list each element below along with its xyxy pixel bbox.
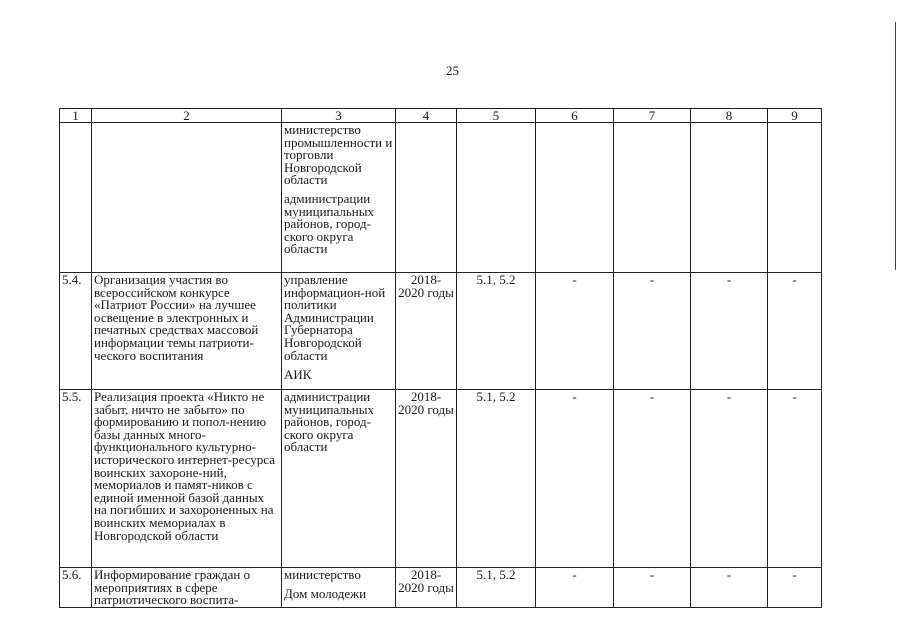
table-cell xyxy=(92,123,282,273)
value-cell: - xyxy=(536,390,614,568)
value-cell: - xyxy=(614,390,691,568)
row-number: 5.5. xyxy=(60,390,92,568)
value-cell: - xyxy=(614,273,691,390)
period-cell: 2018-2020 годы xyxy=(396,273,457,390)
value-cell: - xyxy=(691,568,768,608)
row-number: 5.4. xyxy=(60,273,92,390)
table-row xyxy=(60,568,822,608)
table-cell xyxy=(691,123,768,273)
targets-cell: 5.1, 5.2 xyxy=(457,273,536,390)
table-row xyxy=(60,390,822,568)
activity-name: Организация участия во всероссийском конкурсе «Патриот России» на лучшее освещение в электронных и печатных средствах массовой информации темы патриоти-ческого воспитания xyxy=(92,273,282,390)
executor-cell xyxy=(282,390,396,568)
header-cell: 6 xyxy=(536,109,614,123)
table-cell xyxy=(536,123,614,273)
executor-text: министерство xyxy=(284,567,361,582)
value-cell: - xyxy=(768,568,822,608)
value-cell: - xyxy=(691,273,768,390)
executor-text: Дом молодежи xyxy=(284,585,367,601)
table-cell xyxy=(614,123,691,273)
header-cell: 7 xyxy=(614,109,691,123)
header-cell: 8 xyxy=(691,109,768,123)
header-cell: 4 xyxy=(396,109,457,123)
header-cell: 9 xyxy=(768,109,822,123)
executor-text: АИК xyxy=(284,367,312,383)
table-header-row xyxy=(60,109,822,123)
executor-cell xyxy=(282,273,396,390)
table-cell xyxy=(396,123,457,273)
executor-cell xyxy=(282,123,396,273)
value-cell: - xyxy=(536,273,614,390)
table-cell xyxy=(60,123,92,273)
executor-text: администрации муниципальных районов, город-ского округа области xyxy=(284,190,375,257)
period-cell: 2018-2020 годы xyxy=(396,390,457,568)
executor-cell xyxy=(282,568,396,608)
executor-text: министерство промышленности и торговли Новгородской области xyxy=(284,122,393,188)
activity-name: Реализация проекта «Никто не забыт, ничто не забыто» по формированию и попол-нению базы данных много-функционального культурно-исторического интернет-ресурса воинских захороне-ний, мемориалов и памят-ников с единой именной базой данных на погибших и захороненных на воинских мемориалах в Новгородской области xyxy=(92,390,282,568)
activity-name: Информирование граждан о мероприятиях в сфере патриотического воспита- xyxy=(92,568,282,608)
header-cell: 3 xyxy=(282,109,396,123)
value-cell: - xyxy=(536,568,614,608)
table-row xyxy=(60,273,822,390)
executor-text: администрации муниципальных районов, город-ского округа области xyxy=(284,389,375,455)
value-cell: - xyxy=(768,273,822,390)
table-cell xyxy=(457,123,536,273)
value-cell: - xyxy=(768,390,822,568)
header-cell: 5 xyxy=(457,109,536,123)
value-cell: - xyxy=(614,568,691,608)
header-cell: 1 xyxy=(60,109,92,123)
targets-cell: 5.1, 5.2 xyxy=(457,568,536,608)
executor-text: управление информацион-ной политики Администрации Губернатора Новгородской области xyxy=(284,272,386,363)
activities-table xyxy=(59,108,822,608)
header-cell: 2 xyxy=(92,109,282,123)
page-number: 25 xyxy=(446,63,459,78)
row-number: 5.6. xyxy=(60,568,92,608)
value-cell: - xyxy=(691,390,768,568)
targets-cell: 5.1, 5.2 xyxy=(457,390,536,568)
table-row-continuation xyxy=(60,123,822,273)
period-cell: 2018-2020 годы xyxy=(396,568,457,608)
table-cell xyxy=(768,123,822,273)
scan-margin-line xyxy=(895,22,896,270)
